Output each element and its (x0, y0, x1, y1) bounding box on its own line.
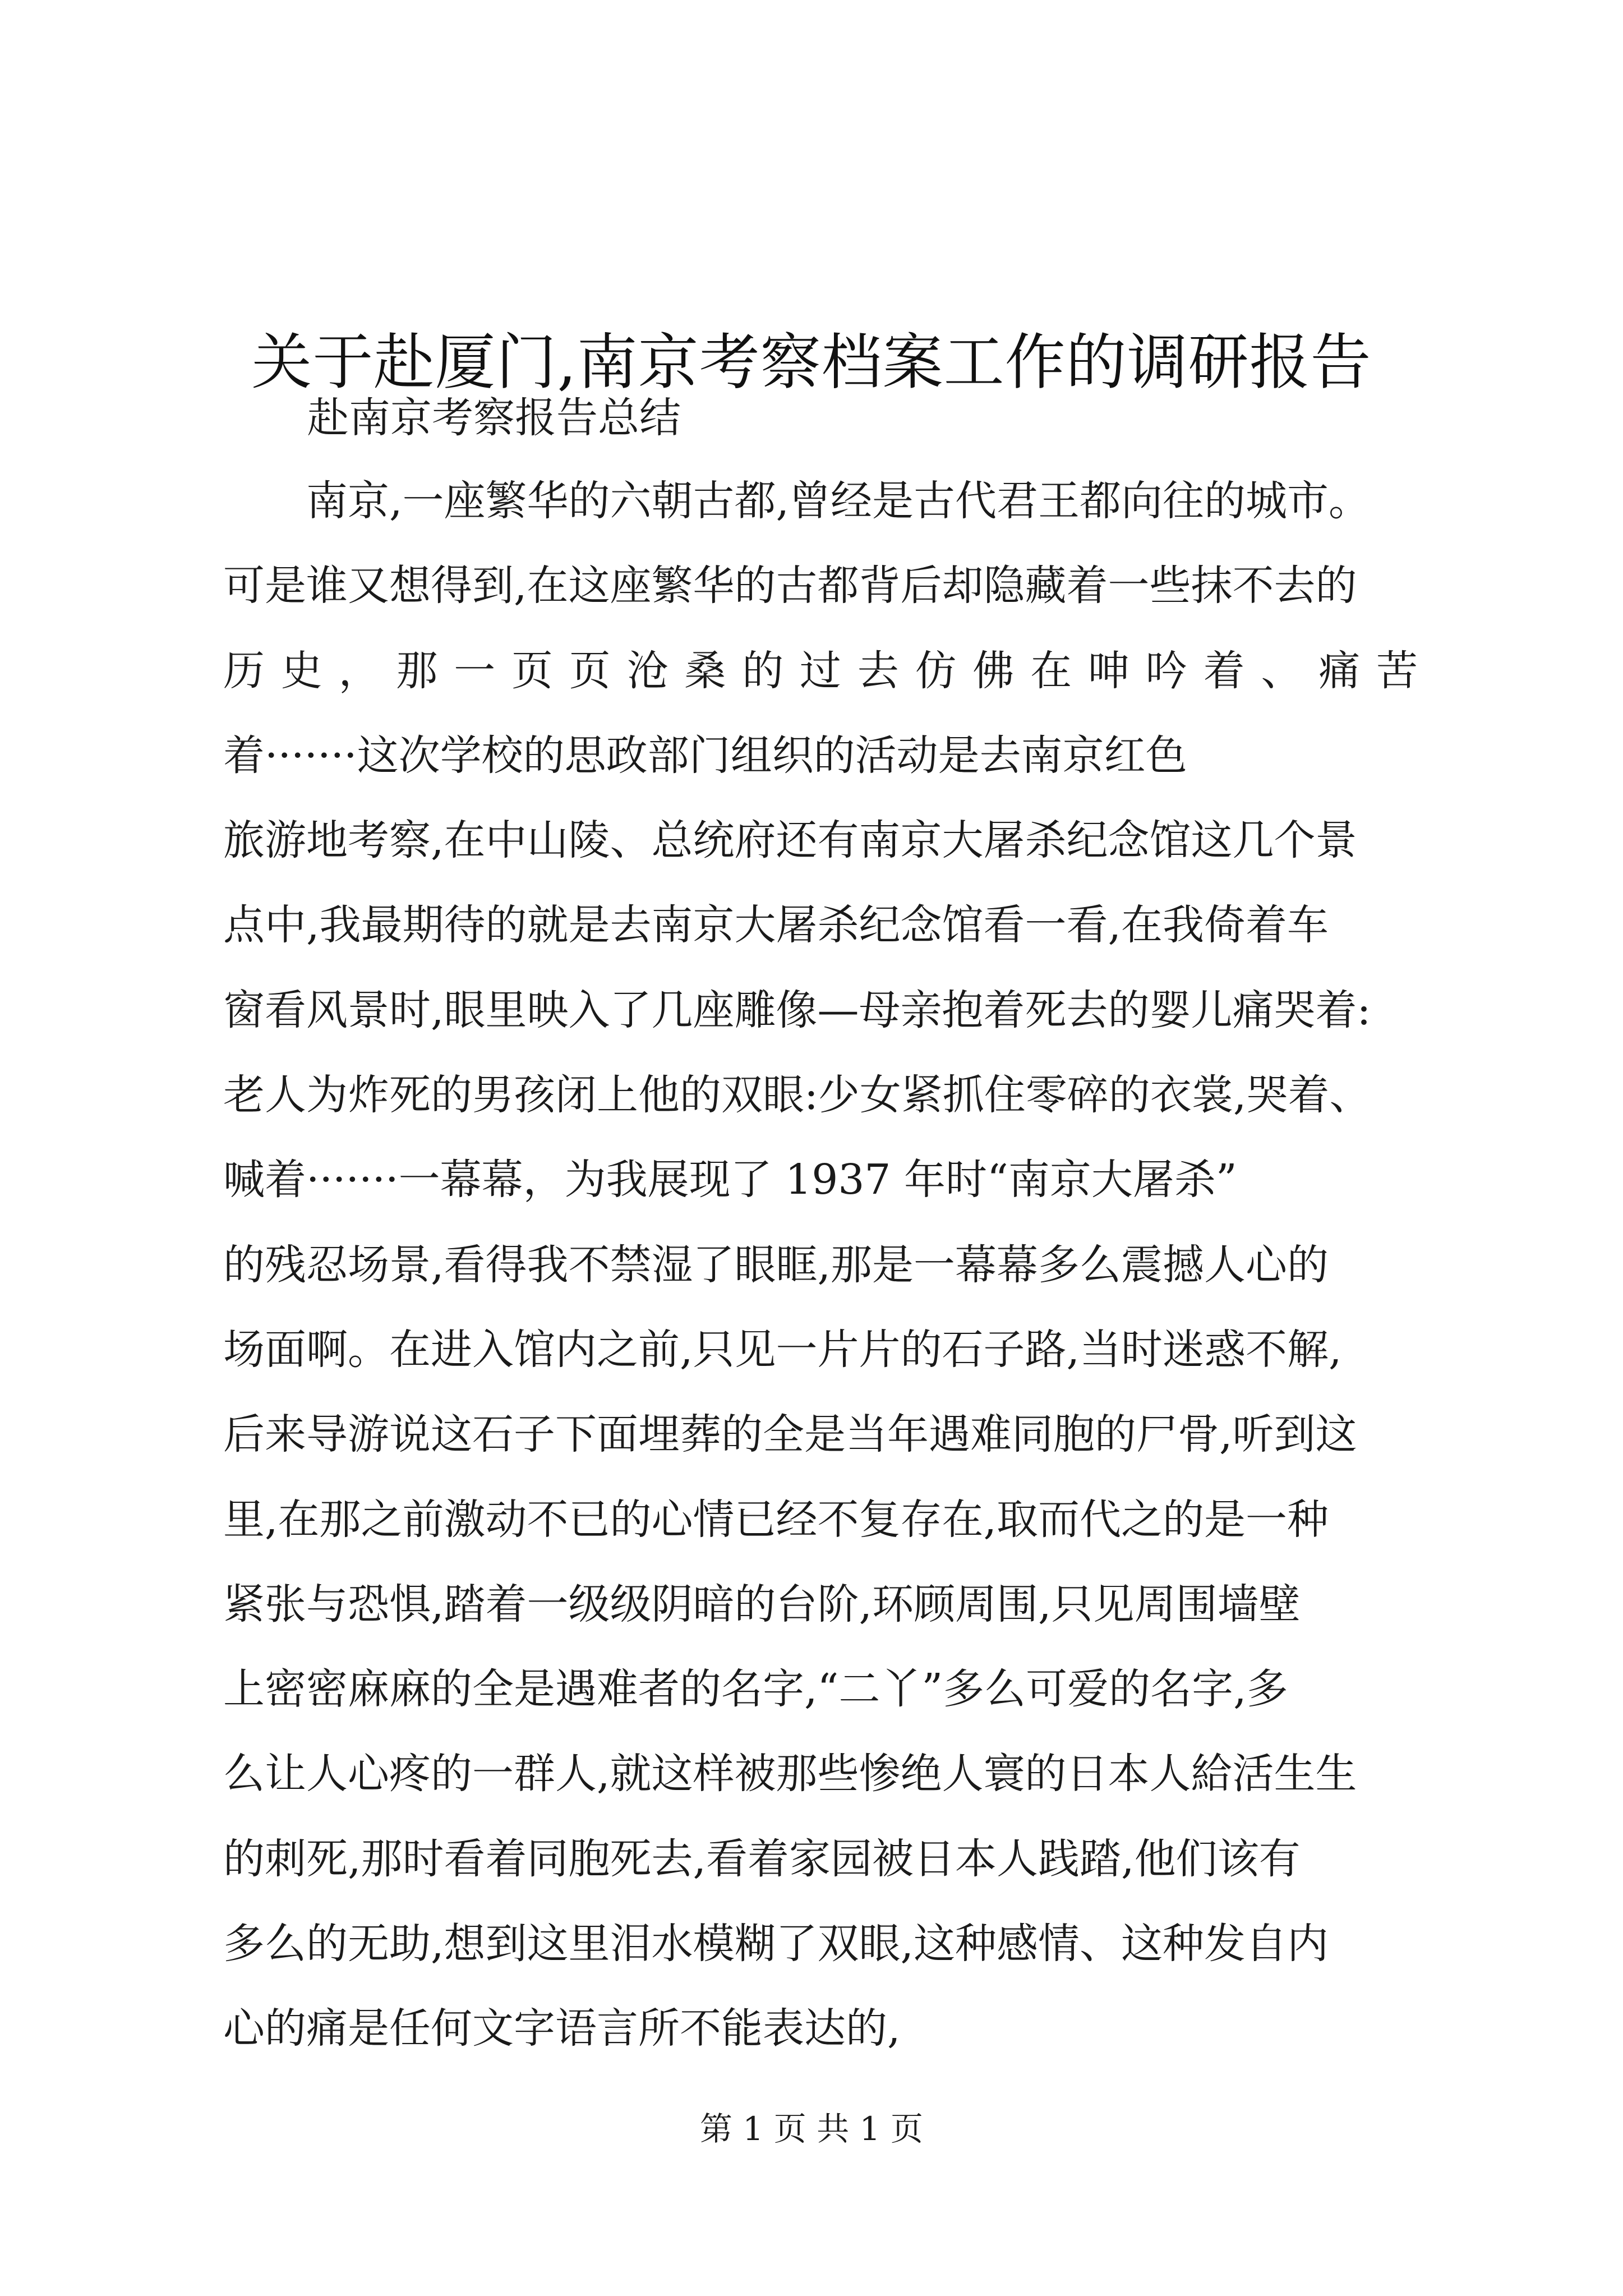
body-line: 窗看风景时,眼里映入了几座雕像—母亲抱着死去的婴儿痛哭着: (223, 986, 1371, 1034)
body-line: 点中,我最期待的就是去南京大屠杀纪念馆看一看,在我倚着车 (223, 901, 1329, 950)
body-line: 的残忍场景,看得我不禁湿了眼眶,那是一幕幕多么震撼人心的 (223, 1240, 1329, 1289)
body-line: 里,在那之前激动不已的心情已经不复存在,取而代之的是一种 (223, 1495, 1329, 1544)
body-line: 历史，那一页页沧桑的过去仿佛在呻吟着、痛苦 (223, 646, 1418, 695)
document-title: 关于赴厦门,南京考察档案工作的调研报告 (251, 328, 1372, 398)
body-line: 场面啊。在进入馆内之前,只见一片片的石子路,当时迷惑不解, (223, 1325, 1342, 1374)
body-line: 紧张与恐惧,踏着一级级阴暗的台阶,环顾周围,只见周围墙壁 (223, 1580, 1301, 1628)
body-paragraph (223, 459, 1418, 2072)
body-line: 南京,一座繁华的六朝古都,曾经是古代君王都向往的城市。 (223, 477, 1371, 525)
body-line: 喊着·······一幕幕，为我展现了 1937 年时“南京大屠杀” (223, 1156, 1237, 1204)
body-line: 后来导游说这石子下面埋葬的全是当年遇难同胞的尸骨,听到这 (223, 1410, 1357, 1459)
page-footer: 第 1 页 共 1 页 (700, 2110, 923, 2148)
body-line: 的刺死,那时看着同胞死去,看着家园被日本人践踏,他们该有 (223, 1834, 1301, 1883)
body-line: 多么的无助,想到这里泪水模糊了双眼,这种感情、这种发自内 (223, 1920, 1329, 1968)
body-line: 可是谁又想得到,在这座繁华的古都背后却隐藏着一些抹不去的 (223, 562, 1357, 610)
body-line: 老人为炸死的男孩闭上他的双眼:少女紧抓住零碎的衣裳,哭着、 (223, 1071, 1371, 1120)
body-line: 旅游地考察,在中山陵、总统府还有南京大屠杀纪念馆这几个景 (223, 816, 1357, 865)
body-line: 么让人心疼的一群人,就这样被那些惨绝人寰的日本人給活生生 (223, 1750, 1357, 1798)
body-line: 心的痛是任何文字语言所不能表达的, (223, 2004, 901, 2053)
body-line: 着·······这次学校的思政部门组织的活动是去南京红色 (223, 731, 1187, 780)
document-subtitle: 赴南京考察报告总结 (307, 394, 681, 442)
body-line: 上密密麻麻的全是遇难者的名字,“二丫”多么可爱的名字,多 (223, 1665, 1288, 1714)
